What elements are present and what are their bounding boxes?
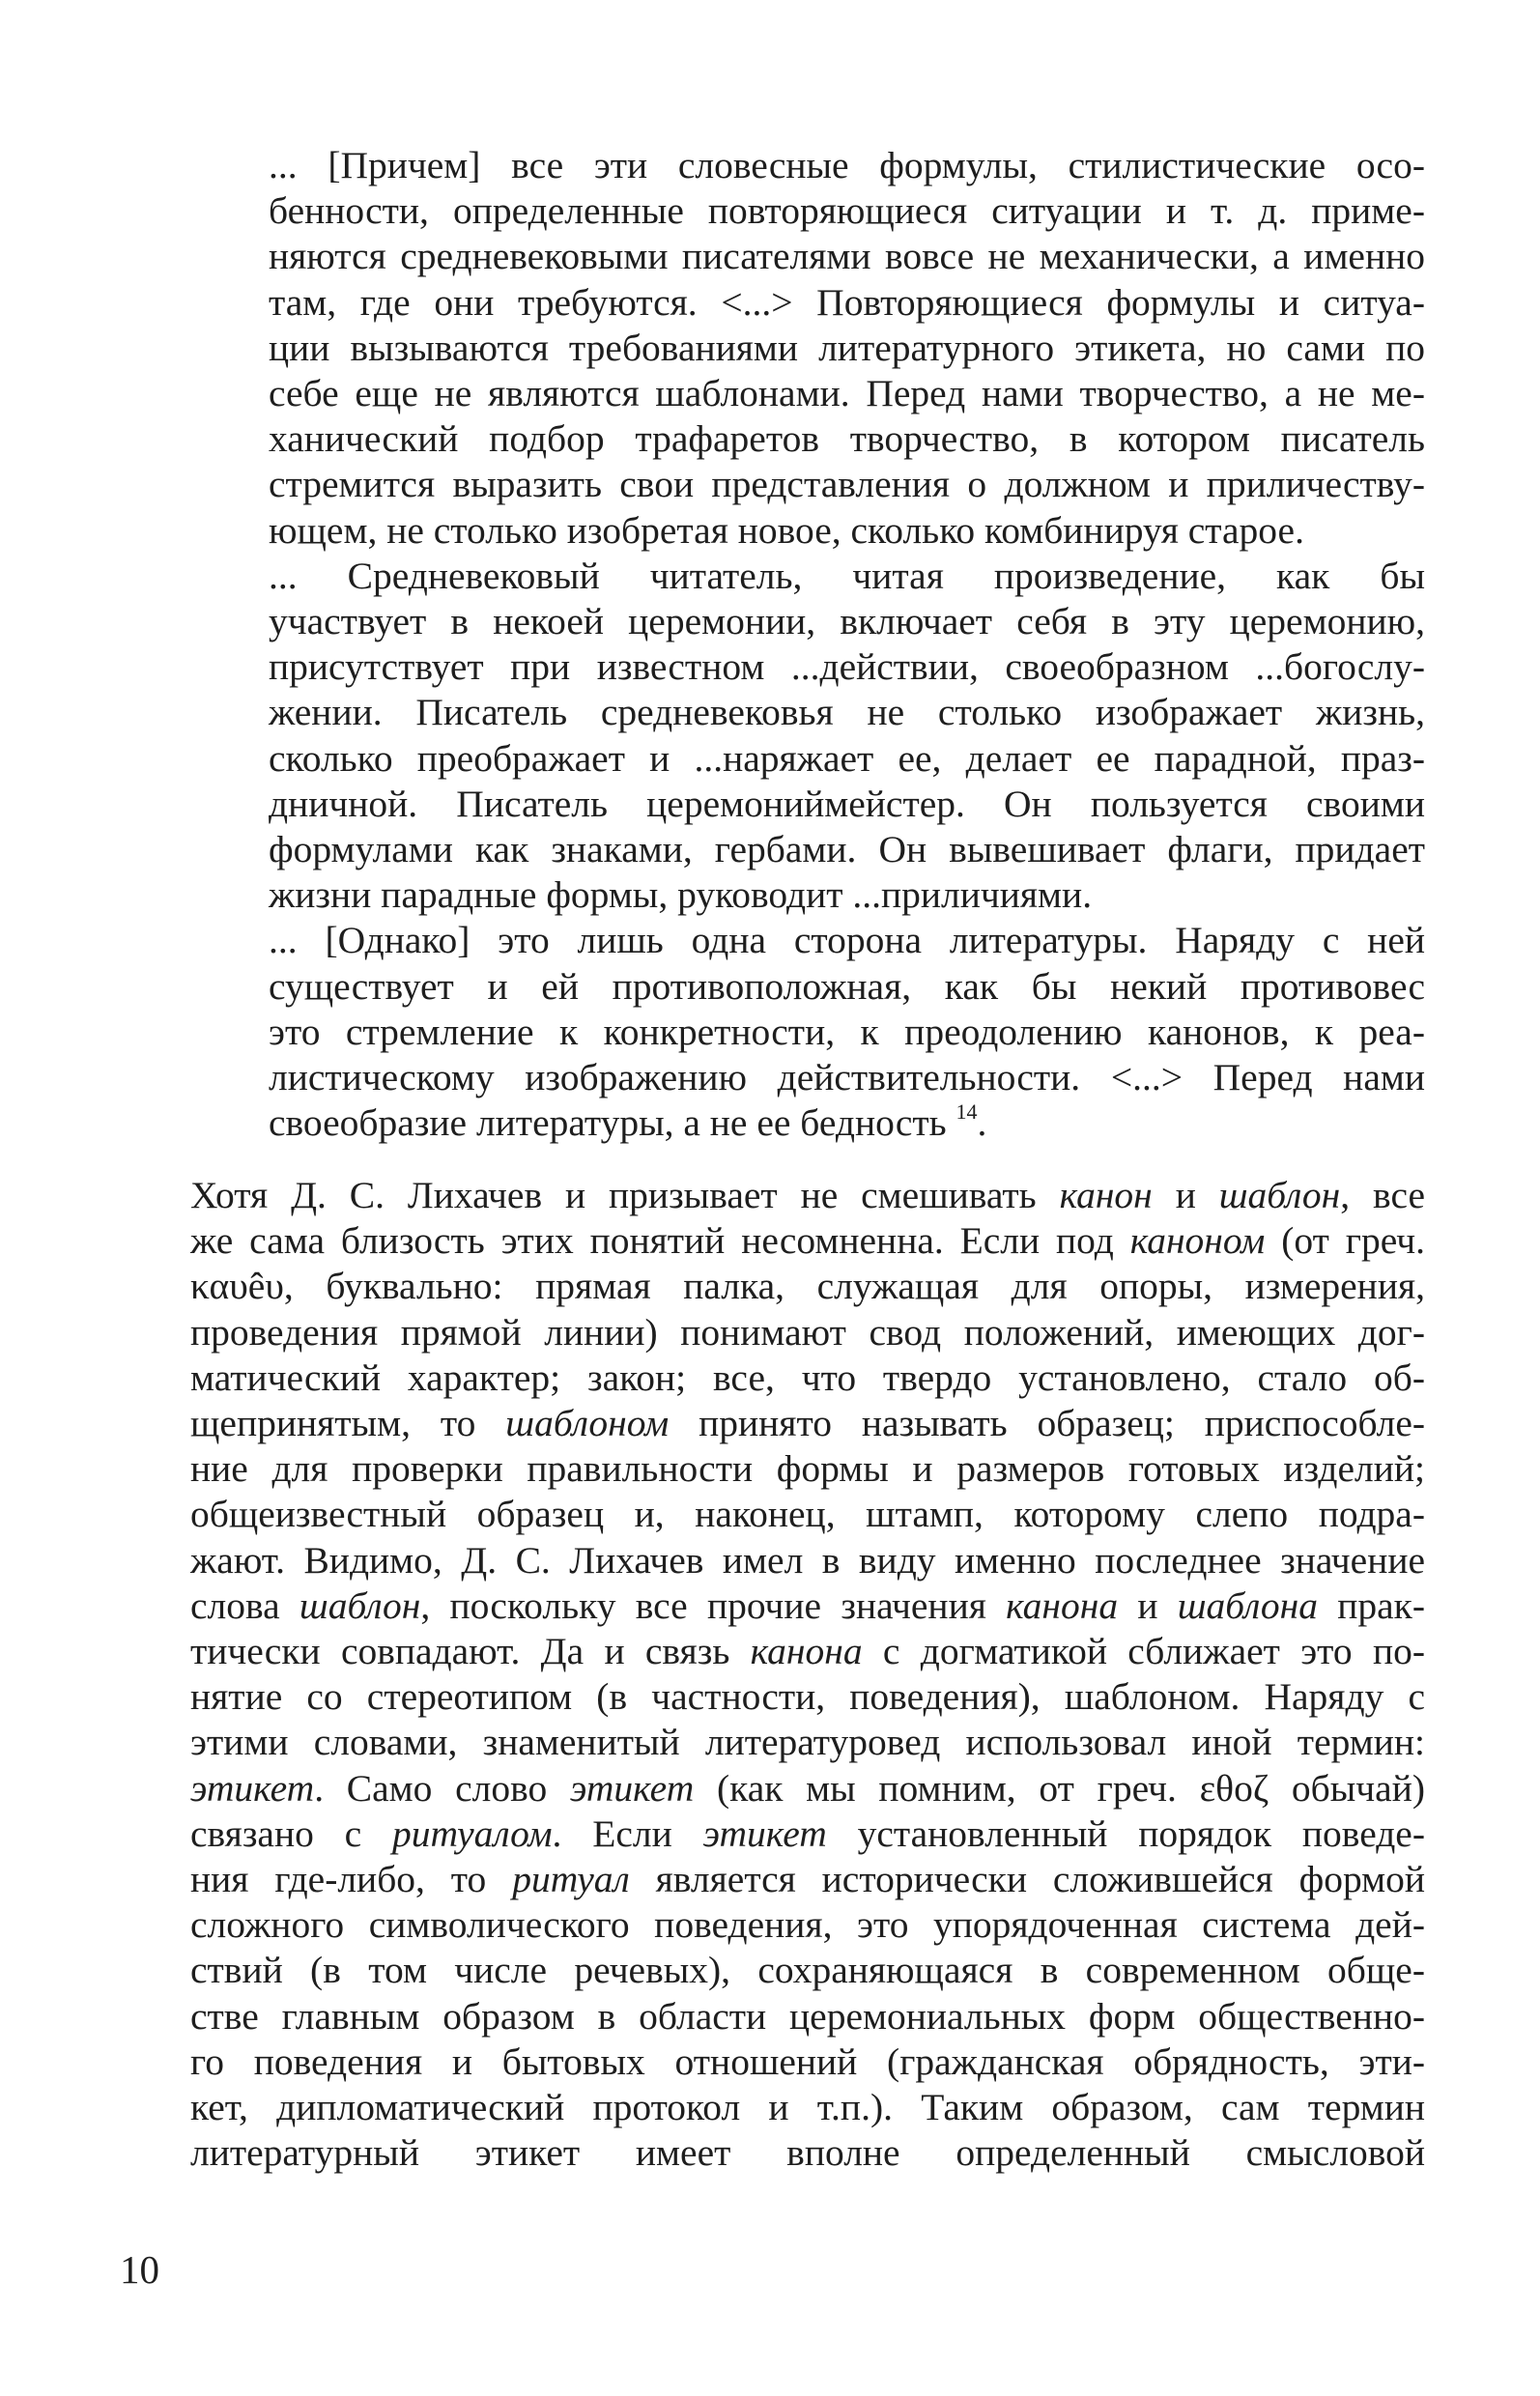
text-run: и: [1118, 1583, 1178, 1627]
text-line: жизни парадные формы, руководит ...приличиями.: [269, 873, 1093, 917]
text-run: Хотя Д. С. Лихачев и призывает не смешивать: [190, 1174, 1060, 1216]
text-run: матический характер; закон; все, что твердо установлено, стало об-: [190, 1355, 1425, 1399]
text-run: . Если: [552, 1811, 703, 1855]
text-run: .: [977, 1101, 987, 1145]
text-run: этими словами, знаменитый литературовед использовал иной термин:: [190, 1721, 1425, 1764]
text-line: [120, 1994, 1425, 2039]
text-line: бенности, определенные повторяющиеся ситуации и т. д. приме-: [269, 189, 1425, 233]
italic-term: каноном: [1129, 1219, 1266, 1263]
italic-term: ритуалом: [392, 1811, 553, 1855]
text-line: [120, 1538, 1425, 1583]
italic-term: этикет: [570, 1766, 695, 1810]
text-run: сложного символического поведения, это упорядоченная система дей-: [190, 1903, 1425, 1947]
page-number: 10: [120, 2247, 159, 2292]
text-line: [120, 1446, 1425, 1492]
text-run: , поскольку все прочие значения: [420, 1583, 1007, 1627]
italic-term: шаблон: [299, 1583, 421, 1627]
text-run: кет, дипломатический протокол и т.п.). Таким образом, сам термин: [190, 2086, 1425, 2129]
text-run: своеобразие литературы, а не ее бедность: [269, 1101, 956, 1145]
italic-term: канона: [750, 1630, 863, 1673]
text-run: установленный порядок поведе-: [826, 1811, 1425, 1855]
text-run: тически совпадают. Да и связь: [190, 1630, 751, 1673]
text-line: ... [Причем] все эти словесные формулы, стилистические осо-: [269, 144, 1425, 186]
text-line: сколько преображает и ...наряжает ее, делает ее парадной, праз-: [269, 736, 1425, 780]
text-line: [120, 2039, 1425, 2085]
text-line: [120, 1811, 1425, 1857]
quote-paragraph-1: [196, 143, 1425, 554]
text-run: го поведения и бытовых отношений (гражданская обрядность, эти-: [190, 2039, 1425, 2083]
text-run: щепринятым, то: [190, 1402, 506, 1445]
text-line: присутствует при известном ...действии, своеобразном ...богослу-: [269, 645, 1425, 689]
text-run: καυêυ, буквально: прямая палка, служащая для опоры, измерения,: [190, 1265, 1425, 1308]
text-line: [120, 1264, 1425, 1309]
text-line: [120, 1720, 1425, 1765]
text-run: нятие со стереотипом (в частности, поведения), шаблоном. Наряду с: [190, 1675, 1425, 1719]
text-line: [120, 1948, 1425, 1993]
quote-paragraph-2: [196, 554, 1425, 919]
text-run: жают. Видимо, Д. С. Лихачев имел в виду именно последнее значение: [190, 1538, 1425, 1582]
text-run: ния где-либо, то: [190, 1858, 513, 1901]
footnote-reference: 14: [955, 1099, 978, 1125]
text-line: ханический подбор трафаретов творчество, в котором писатель: [269, 417, 1425, 461]
text-line: [120, 1766, 1425, 1811]
text-line: формулами как знаками, гербами. Он вывешивает флаги, придает: [269, 828, 1425, 871]
text-line: ции вызываются требованиями литературного этикета, но сами по: [269, 326, 1425, 369]
italic-term: шаблоном: [505, 1402, 670, 1445]
text-run: литературный этикет имеет вполне определенный смысловой: [190, 2131, 1425, 2175]
text-run: связано с: [190, 1811, 393, 1855]
text-line: существует и ей противоположная, как бы некий противовес: [269, 964, 1425, 1008]
text-line: [120, 2085, 1425, 2130]
text-line: [120, 1902, 1425, 1948]
text-run: является исторически сложившейся формой: [629, 1858, 1425, 1901]
text-line: жении. Писатель средневековья не столько изображает жизнь,: [269, 691, 1425, 734]
text-line: [120, 1173, 1425, 1218]
text-line: [120, 1492, 1425, 1537]
block-quote: [196, 143, 1425, 1146]
text-run: . Само слово: [314, 1766, 571, 1810]
italic-term: канон: [1059, 1174, 1153, 1216]
text-line: [120, 1218, 1425, 1264]
text-line: [120, 1401, 1425, 1446]
text-line: там, где они требуются. <...> Повторяющиеся формулы и ситуа-: [269, 280, 1425, 324]
text-line: [120, 2130, 1425, 2176]
text-line: [120, 1629, 1425, 1674]
italic-term: этикет: [190, 1766, 315, 1810]
text-run: и: [1152, 1174, 1219, 1216]
text-line: ... Средневековый читатель, читая произведение, как бы: [269, 554, 1425, 597]
text-run: слова: [190, 1583, 299, 1627]
italic-term: ритуал: [512, 1858, 630, 1901]
text-run: принято называть образец; приспособле-: [669, 1402, 1426, 1445]
text-run: ствий (в том числе речевых), сохраняющаяся в современном обще-: [190, 1949, 1425, 1992]
text-run: проведения прямой линии) понимают свод положений, имеющих дог-: [190, 1310, 1425, 1354]
text-run: общеизвестный образец и, наконец, штамп, которому слепо подра-: [190, 1493, 1425, 1536]
text-run: , все: [1340, 1174, 1425, 1216]
text-line: ющем, не столько изобретая новое, сколько комбинируя старое.: [269, 508, 1304, 552]
text-run: ние для проверки правильности формы и размеров готовых изделий;: [190, 1447, 1425, 1491]
text-line: [120, 1674, 1425, 1720]
text-run: прак-: [1317, 1583, 1425, 1627]
italic-term: шаблон: [1218, 1174, 1341, 1216]
text-line: [120, 1355, 1425, 1401]
text-run: (от греч.: [1265, 1219, 1425, 1263]
text-line: [196, 1100, 1425, 1146]
text-line: [120, 1310, 1425, 1355]
italic-term: этикет: [702, 1811, 827, 1855]
quote-paragraph-3: [196, 918, 1425, 1146]
body-paragraph: [120, 1173, 1425, 2176]
text-line: [120, 1583, 1425, 1629]
italic-term: канона: [1006, 1583, 1119, 1627]
text-line: участвует в некоей церемонии, включает себя в эту церемонию,: [269, 600, 1425, 643]
text-run: с догматикой сближает это по-: [862, 1630, 1426, 1673]
text-line: это стремление к конкретности, к преодолению канонов, к реа-: [269, 1010, 1425, 1053]
text-run: же сама близость этих понятий несомненна. Если под: [190, 1219, 1130, 1263]
text-line: ... [Однако] это лишь одна сторона литературы. Наряду с ней: [269, 919, 1425, 962]
text-line: листическому изображению действительности. <...> Перед нами: [269, 1056, 1425, 1099]
text-line: себе еще не являются шаблонами. Перед нами творчество, а не ме-: [269, 372, 1425, 415]
text-run: (как мы помним, от греч. εθοζ обычай): [694, 1766, 1426, 1810]
text-line: [120, 1857, 1425, 1902]
text-run: стве главным образом в области церемониальных форм общественно-: [190, 1994, 1425, 2038]
main-text: [120, 1173, 1425, 2176]
italic-term: шаблона: [1177, 1583, 1318, 1627]
text-line: стремится выразить свои представления о должном и приличеству-: [269, 463, 1425, 506]
text-line: няются средневековыми писателями вовсе не механически, а именно: [269, 235, 1425, 278]
text-line: дничной. Писатель церемониймейстер. Он пользуется своими: [269, 782, 1425, 825]
